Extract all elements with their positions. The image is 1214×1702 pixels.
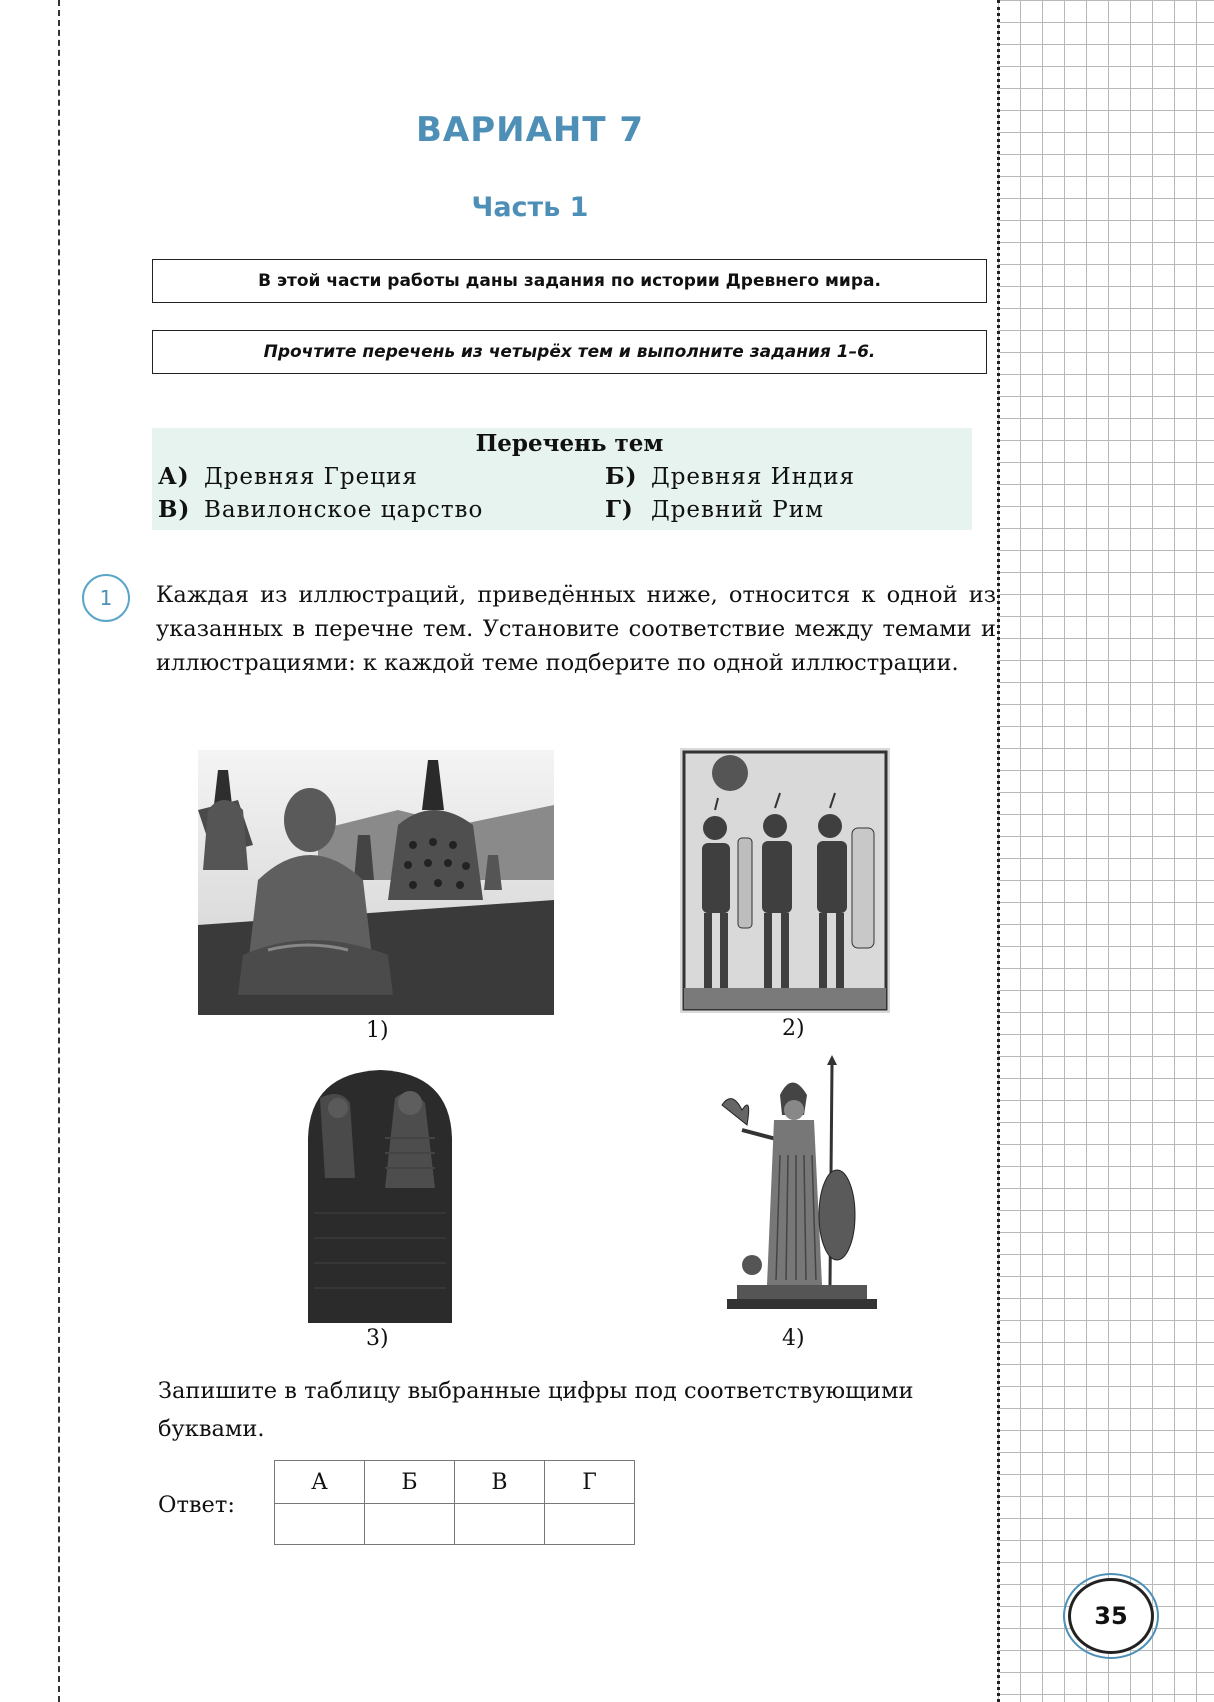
illustration-1-label: 1) (366, 1018, 389, 1043)
answer-header-b: Б (365, 1461, 455, 1504)
grid-margin (998, 0, 1214, 1702)
illustration-3-label: 3) (366, 1326, 389, 1351)
variant-title: ВАРИАНТ 7 (415, 110, 645, 150)
topic-b-name: Древняя Индия (651, 464, 856, 490)
cut-line (58, 0, 60, 1702)
answer-cell-g[interactable] (545, 1504, 635, 1545)
answer-table (274, 1460, 635, 1545)
topic-g-name: Древний Рим (651, 497, 824, 523)
answer-cell-b[interactable] (365, 1504, 455, 1545)
task-number-badge: 1 (82, 574, 130, 622)
topic-v (158, 496, 483, 523)
answer-header-v: В (455, 1461, 545, 1504)
topic-g-letter: Г) (605, 496, 634, 523)
task-text: Каждая из иллюстраций, приведённых ниже, относится к одной из указанных в перечне тем. Установите соответствие между темами и иллюстрациями: к каждой теме подберите по одной иллюстрации. (156, 582, 996, 676)
topic-v-letter: В) (158, 496, 191, 523)
illustration-4-athena-statue (712, 1055, 882, 1320)
illustration-3-hammurabi-stele (300, 1068, 460, 1323)
part-title: Часть 1 (471, 192, 589, 223)
answer-header-g: Г (545, 1461, 635, 1504)
topic-a-letter: А) (158, 463, 190, 490)
topic-b-letter: Б) (605, 463, 638, 490)
topic-v-name: Вавилонское царство (204, 497, 484, 523)
illustration-1-buddha (198, 750, 554, 1015)
answer-header-a: А (275, 1461, 365, 1504)
answer-cell-a[interactable] (275, 1504, 365, 1545)
instruction-box: Прочтите перечень из четырёх тем и выполните задания 1–6. (152, 330, 987, 374)
illustration-2-roman-relief (680, 748, 890, 1013)
topic-b (605, 463, 855, 490)
part-description-box: В этой части работы даны задания по истории Древнего мира. (152, 259, 987, 303)
illustration-4-label: 4) (782, 1326, 805, 1351)
topics-title: Перечень тем (475, 430, 664, 457)
illustration-2-label: 2) (782, 1016, 805, 1041)
topic-a (158, 463, 418, 490)
answer-label: Ответ: (158, 1492, 235, 1518)
topic-g (605, 496, 824, 523)
topic-a-name: Древняя Греция (204, 464, 418, 490)
write-instruction: Запишите в таблицу выбранные цифры под соответствующими буквами. (158, 1378, 914, 1442)
page-number: 35 (1068, 1578, 1154, 1654)
answer-cell-v[interactable] (455, 1504, 545, 1545)
